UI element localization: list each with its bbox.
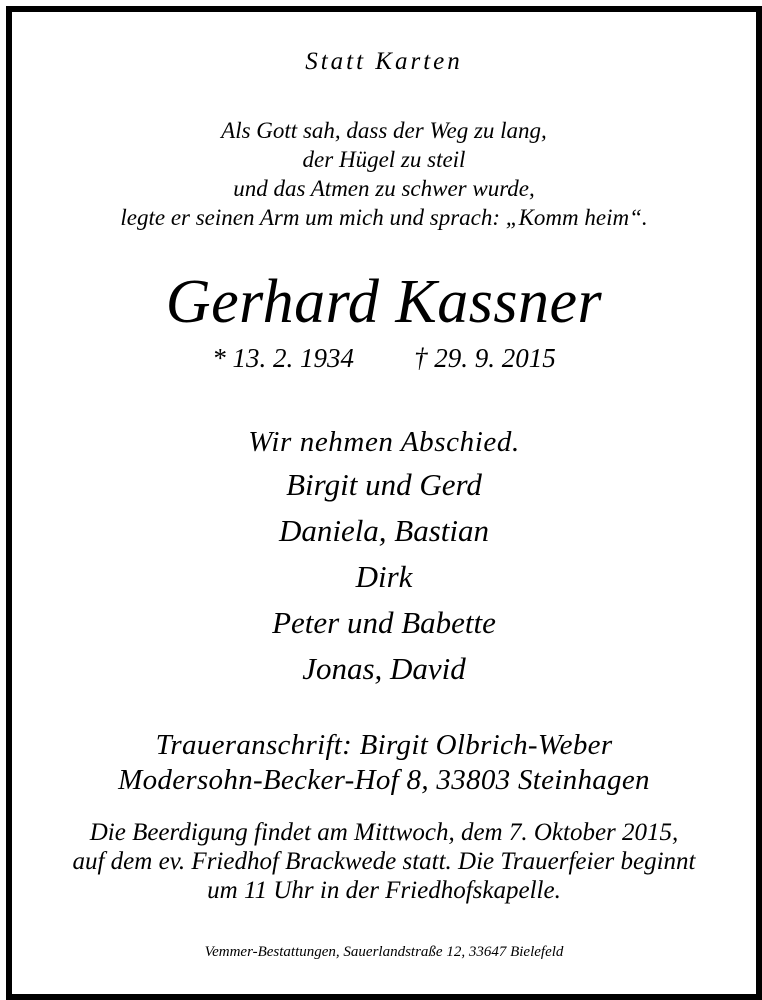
death-date: † 29. 9. 2015 (414, 343, 556, 373)
mourner-item: Birgit und Gerd (286, 467, 482, 502)
mourning-address (12, 728, 756, 798)
mourners-list (12, 462, 756, 692)
deceased-name: Gerhard Kassner (165, 268, 603, 336)
poem-line: Als Gott sah, dass der Weg zu lang, (221, 118, 547, 143)
poem-line: der Hügel zu steil (302, 147, 466, 172)
address-line: Traueranschrift: Birgit Olbrich-Weber (155, 729, 613, 761)
header-statt-karten: Statt Karten (305, 48, 463, 75)
funeral-home-footer: Vemmer-Bestattungen, Sauerlandstraße 12, 33647 Bielefeld (204, 944, 564, 960)
mourner-item: Dirk (355, 559, 413, 594)
funeral-line: Die Beerdigung findet am Mittwoch, dem 7. Oktober 2015, (89, 819, 679, 846)
birth-date: * 13. 2. 1934 (212, 343, 354, 373)
funeral-info (12, 818, 756, 905)
funeral-line: um 11 Uhr in der Friedhofskapelle. (207, 877, 561, 904)
farewell-text: Wir nehmen Abschied. (248, 426, 520, 458)
mourner-item: Jonas, David (302, 651, 466, 686)
poem-line: und das Atmen zu schwer wurde, (233, 176, 535, 201)
funeral-line: auf dem ev. Friedhof Brackwede statt. Die Trauerfeier beginnt (72, 848, 696, 875)
poem-line: legte er seinen Arm um mich und sprach: „Komm heim“. (120, 205, 648, 230)
mourner-item: Peter und Babette (272, 605, 496, 640)
poem (12, 116, 756, 232)
mourner-item: Daniela, Bastian (278, 513, 490, 548)
obituary-frame (6, 6, 762, 1000)
address-line: Modersohn-Becker-Hof 8, 33803 Steinhagen (118, 764, 650, 796)
life-dates (12, 338, 756, 378)
